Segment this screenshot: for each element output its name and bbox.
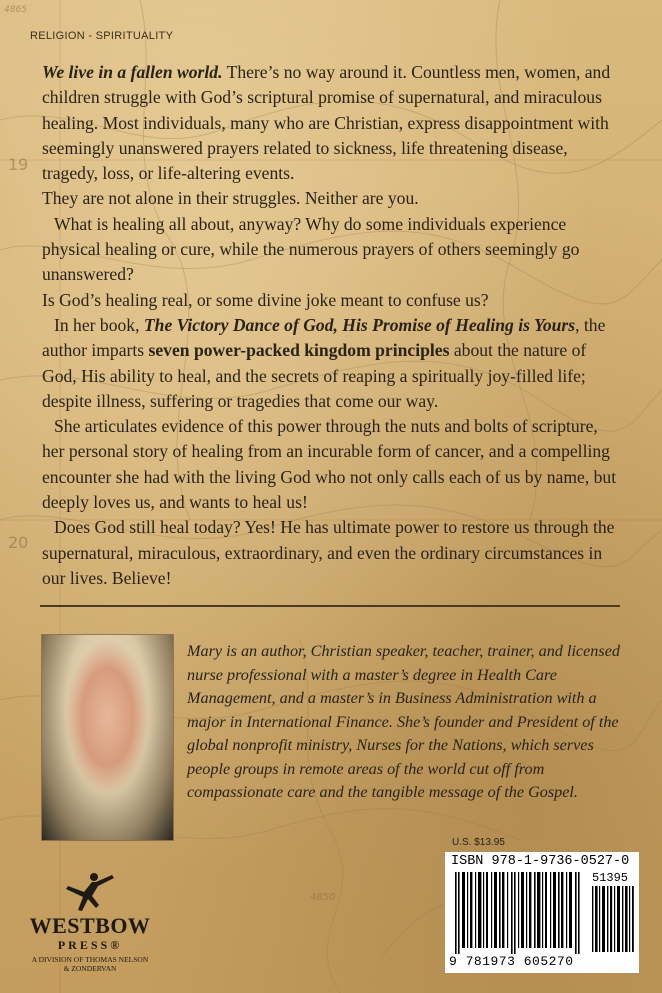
- isbn-text: ISBN 978-1-9736-0527-0: [451, 854, 630, 869]
- map-label-4865: 4865: [4, 5, 27, 15]
- back-cover-blurb: [42, 60, 622, 591]
- key-principles-phrase: seven power-packed kingdom principles: [148, 340, 450, 361]
- blurb-p5-c: about the nature of God, His ability to heal, and the secrets of reaping a spiritually joy-filled life; despite illness, suffering or tragedies that come our way.: [42, 340, 587, 411]
- category-label: RELIGION - SPIRITUALITY: [30, 30, 174, 42]
- price-addon-barcode: [592, 886, 634, 952]
- blurb-paragraph-2: They are not alone in their struggles. Neither are you.: [42, 188, 419, 209]
- ean-barcode: [451, 872, 587, 954]
- westbow-dancer-logo-icon: [48, 870, 128, 912]
- price-label: U.S. $13.95: [452, 837, 505, 848]
- book-title: The Victory Dance of God, His Promise of Healing is Yours: [143, 314, 576, 335]
- publisher-division: [20, 955, 160, 973]
- publisher-name: WESTBOW: [29, 913, 151, 938]
- map-label-19: 19: [8, 155, 29, 174]
- author-photo: [42, 635, 173, 840]
- blurb-p1-text: There’s no way around it. Countless men, women, and children struggle with God’s scriptural promise of supernatural, and miraculous healing. Most individuals, many who are Christian, express disappointment with seemingly unanswered prayers related to sickness, life threatening disease, tragedy, loss, or life-altering events.: [42, 62, 611, 184]
- author-bio: Mary is an author, Christian speaker, teacher, trainer, and licensed nurse professional with a master’s degree in Health Care Management, and a master’s in Business Administration with a major in International Finance. She’s founder and President of the global nonprofit ministry, Nurses for the Nations, which serves people groups in remote areas of the world cut off from compassionate care and the tangible message of the Gospel.: [187, 642, 620, 801]
- blurb-p5-a: In her book,: [54, 314, 144, 335]
- blurb-paragraph-4: Is God’s healing real, or some divine joke meant to confuse us?: [42, 289, 489, 310]
- blurb-paragraph-7: Does God still heal today? Yes! He has ultimate power to restore us through the supernatural, miraculous, extraordinary, and even the ordinary circumstances in our lives. Believe!: [42, 517, 615, 588]
- blurb-p5-b: , the author imparts: [42, 314, 606, 361]
- blurb-lead-phrase: We live in a fallen world.: [42, 62, 223, 82]
- ean-number: 9 781973 605270: [449, 954, 574, 969]
- barcode-area: [445, 852, 639, 973]
- blurb-paragraph-3: What is healing all about, anyway? Why do some individuals experience physical healing or cure, while the numerous prayers of others seemingly go unanswered?: [42, 213, 580, 285]
- blurb-paragraph-1: [42, 60, 622, 186]
- price-addon-number: 51395: [592, 871, 629, 885]
- publisher-division-line-2: & ZONDERVAN: [63, 964, 117, 973]
- blurb-paragraph-5: [42, 313, 622, 414]
- map-label-20: 20: [8, 533, 29, 552]
- publisher-division-line-1: A DIVISION OF THOMAS NELSON: [31, 955, 149, 964]
- blurb-paragraph-6: She articulates evidence of this power through the nuts and bolts of scripture, her personal story of healing from an incurable form of cancer, and a compelling encounter she had with the living God who not only calls each of us by name, but deeply loves us, and wants to heal us!: [42, 416, 617, 513]
- section-divider: [40, 605, 620, 607]
- map-label-4850: 4850: [310, 892, 336, 903]
- publisher-press: PRESS®: [57, 938, 123, 952]
